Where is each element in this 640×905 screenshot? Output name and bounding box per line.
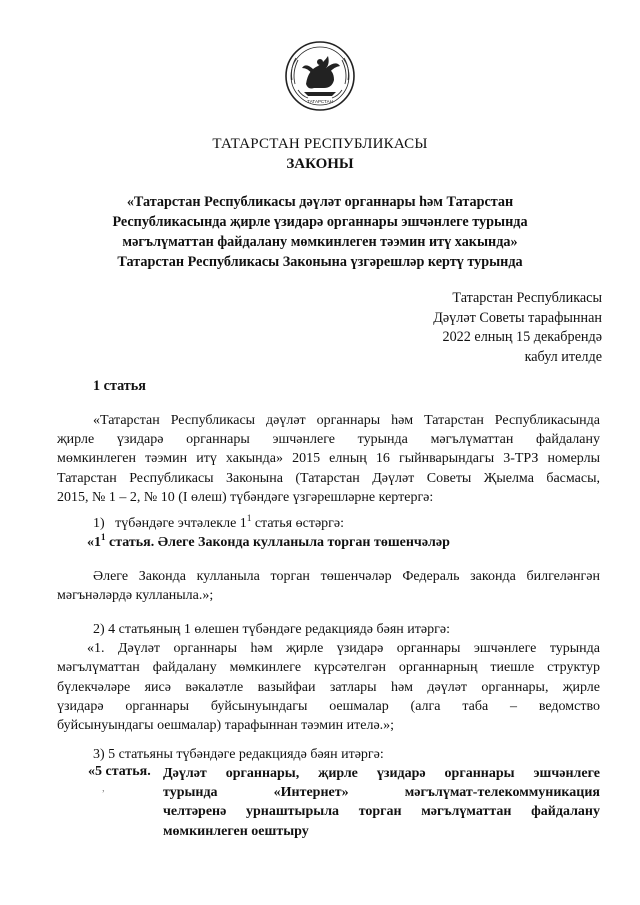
item-1-quote [57,533,600,552]
margin-mark: , [102,782,105,794]
quote-sup: 1 [101,532,106,543]
quote-open: «1 [87,535,101,551]
intro-line: «Татарстан Республикасы дәүләт органнары һәм Татарстан Республикасында [93,413,600,428]
article-1-heading: 1 статья [93,378,146,394]
quote-title: статья. Әлеге Законда кулланыла торган төшенчәләр [105,535,450,551]
law-title-line: Республикасында җирле үзидарә органнары эшчәнлеге турында [112,214,528,230]
intro-line: мөмкинлеген тәэмин итү хакында» 2015 елның 16 гыйнварындагы 3-ТРЗ номерлы [57,451,600,467]
item-2-line: буйсынуындагы оешмалар) тарафыннан тәэмин ителә.»; [57,718,395,734]
intro-line: Татарстан Республикасы Законына (Татарстан Дәүләт Советы Җыелма басмасы, [57,470,600,486]
law-title-line: мәгълүматтан файдалану мөмкинлеген тәэмин итү хакында» [122,234,518,250]
article-5-title-line: челтәренә урнаштырыла торган мәгълүматтан файдалану [163,804,600,820]
adoption-line: кабул ителде [524,348,602,365]
item-1-line [57,514,600,533]
item-1-text-after: статья өстәргә: [251,516,345,531]
article-5-title-line: мөмкинлеген оештыру [163,823,309,839]
item-2-line: «1. Дәүләт органнары һәм җирле үзидарә органнары эшчәнлеге турында [87,641,600,657]
item-1-number: 1) [93,516,105,531]
adoption-note [433,289,602,367]
item-1-body-line: мәгънәләрдә кулланыла.»; [57,588,214,604]
article-5-title [163,764,600,841]
article-5-title-line: Дәүләт органнары, җирле үзидарә органнары эшчәнлеге [163,766,600,781]
item-2-line: үзидарә органнары буйсынуындагы оешмалар (алга таба – ведомство [57,698,600,714]
law-title-line: Татарстан Республикасы Законына үзгәрешләр кертү турында [117,254,523,270]
item-3-line: 3) 5 статьяны түбәндәге редакциядә бәян итәргә: [93,747,384,762]
item-2-line: мәгълүматтан файдалану мөмкинлеге күрсәтелгән органнарның тиешле структур [57,660,600,676]
item-1-sup: 1 [246,513,252,523]
item-1-body-line: Әлеге Законда кулланыла торган төшенчәләр Федераль законда билгеләнгән [93,569,600,584]
republic-name: ТАТАРСТАН РЕСПУБЛИКАСЫ [212,136,428,152]
adoption-line: Татарстан Республикасы [452,290,602,306]
law-label: ЗАКОНЫ [286,156,354,172]
item-2-line: бүлекчәләре яисә вәкаләтле вазыйфаи затлары һәм дәүләт органнары, җирле [57,679,600,695]
intro-line: җирле үзидарә органнары эшчәнлеге турында мәгълүматтан файдалану [57,432,600,448]
article-5-title-line: турында «Интернет» мәгълүмат-телекоммуникация [163,785,600,801]
emblem-caption: ТАТАРСТАН [307,99,333,104]
law-title [80,192,560,272]
item-3 [57,745,600,764]
adoption-line: Дәүләт Советы тарафыннан [433,309,602,326]
tatarstan-coat-of-arms-icon [284,40,356,112]
article-1-intro [57,411,600,507]
adoption-line: 2022 елның 15 декабрендә [442,329,602,345]
item-1-body [57,567,600,605]
item-2-line: 2) 4 статьяның 1 өлешен түбәндәге редакциядә бәян итәргә: [93,622,450,637]
item-2 [57,620,600,735]
article-5-label: «5 статья. [88,764,151,779]
item-1 [57,514,600,552]
item-1-text: түбәндәге эчтәлекле 1 [115,516,247,531]
intro-line: 2015, № 1 – 2, № 10 (I өлеш) түбәндәге үзгәрешләрне кертергә: [57,489,434,505]
law-title-line: «Татарстан Республикасы дәүләт органнары һәм Татарстан [126,194,514,210]
